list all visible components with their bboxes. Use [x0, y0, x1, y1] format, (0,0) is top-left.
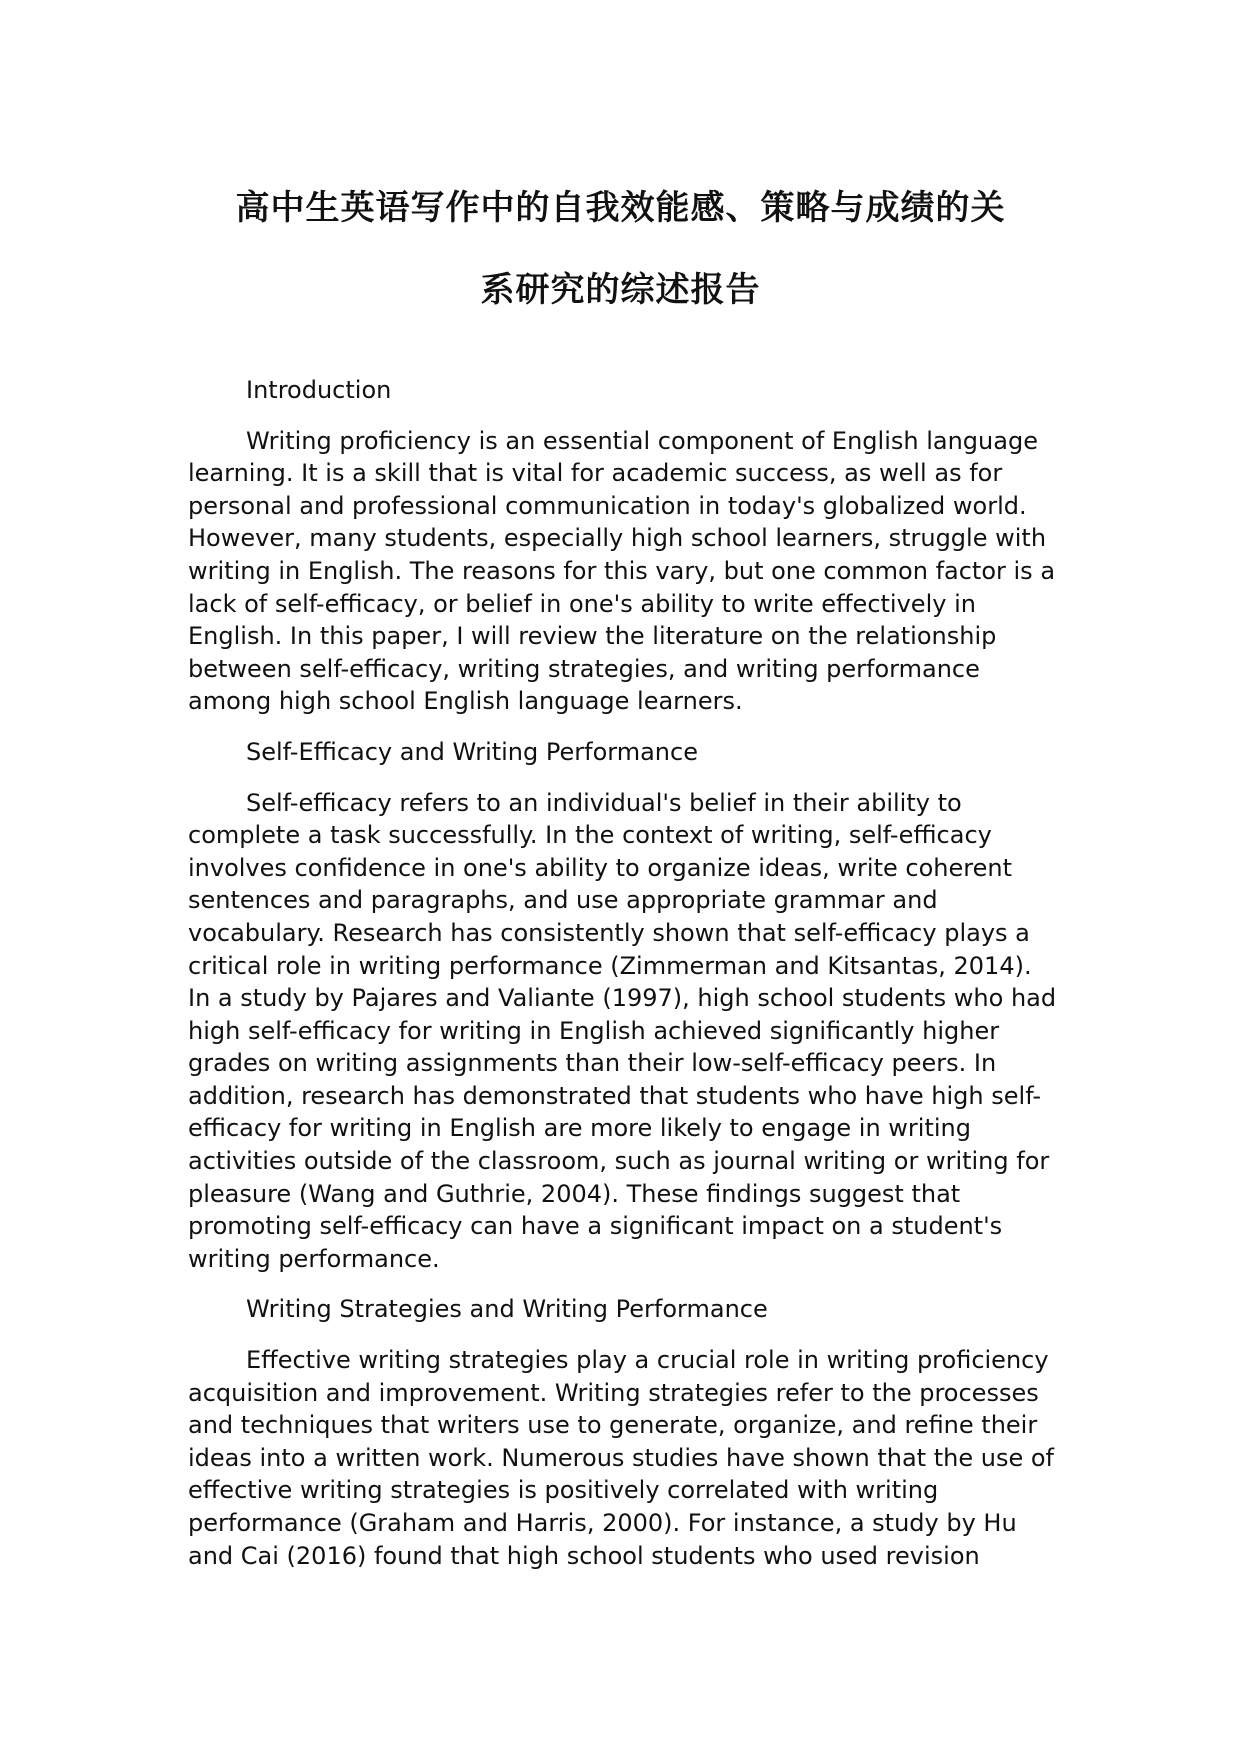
document-title-line-1: 高中生英语写作中的自我效能感、策略与成绩的关 — [235, 188, 1006, 228]
section-heading-introduction: Introduction — [246, 376, 392, 404]
section-heading-writing-strategies: Writing Strategies and Writing Performance — [246, 1295, 768, 1324]
document-title-line-2: 系研究的综述报告 — [480, 270, 761, 310]
document-body — [188, 374, 1058, 1590]
paragraph-self-efficacy: Self-efficacy refers to an individual's belief in their ability to complete a task successfully. In the context of writing, self-efficacy involves confidence in one's ability to organize ideas, write coherent sentences and paragraphs, and use appropriate grammar and vocabulary. Research has consistently shown that self-efficacy plays a critical role in writing performance (Zimmerman and Kitsantas, 2014). In a study by Pajares and Valiante (1997), high school students who had high self-efficacy for writing in English achieved significantly higher grades on writing assignments than their low-self-efficacy peers. In addition, research has demonstrated that students who have high self-efficacy for writing in English are more likely to engage in writing activities outside of the classroom, such as journal writing or writing for pleasure (Wang and Guthrie, 2004). These findings suggest that promoting self-efficacy can have a significant impact on a student's writing performance. — [188, 788, 1057, 1273]
section-heading-self-efficacy: Self-Efficacy and Writing Performance — [246, 737, 698, 766]
paragraph-introduction: Writing proficiency is an essential component of English language learning. It is a skill that is vital for academic success, as well as for personal and professional communication in today's globalized world. However, many students, especially high school learners, struggle with writing in English. The reasons for this vary, but one common factor is a lack of self-efficacy, or belief in one's ability to write effectively in English. In this paper, I will review the literature on the relationship between self-efficacy, writing strategies, and writing performance among high school English language learners. — [188, 426, 1056, 716]
paragraph-writing-strategies: Effective writing strategies play a crucial role in writing proficiency acquisition and improvement. Writing strategies refer to the processes and techniques that writers use to generate, organize, and refine their ideas into a written work. Numerous studies have shown that the use of effective writing strategies is positively correlated with writing performance (Graham and Harris, 2000). For instance, a study by Hu and Cai (2016) found that high school students who used revision — [188, 1346, 1054, 1570]
